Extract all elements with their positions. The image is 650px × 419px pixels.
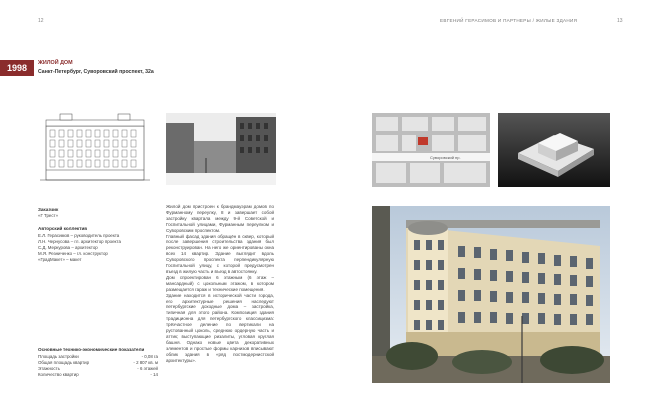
location-map xyxy=(372,113,490,187)
stats-value: - 14 xyxy=(150,372,158,377)
stats-value: - 6 этажей xyxy=(137,366,158,371)
description-paragraph: Жилой дом пристроен к брандмауэрам домов по Фурманному переулку, 8 и завершает собой застройку квартала между 9-й Советской и Госпитальной улицами, Фурманным переулком и Суворовским проспектом. xyxy=(166,204,274,233)
stats-heading: Основные технико-экономические показатели xyxy=(38,347,145,352)
description-paragraph: Главный фасад здания обращён в сквер, который после завершения строительства здания был реконструирован. На него же ориентированы окна всех 14 квартир. Здание выглядит вдоль Суворовского проспекта перпендикулярную Госпитальной улицу, с которой предусмотрен въезд в жилую часть и въезд в автостоянку. xyxy=(166,233,274,274)
year-badge: 1998 xyxy=(0,60,34,76)
stats-label: Этажность xyxy=(38,366,60,371)
project-address: Санкт-Петербург, Суворовский проспект, 32а xyxy=(38,69,154,75)
svg-text:Суворовский пр.: Суворовский пр. xyxy=(430,155,461,160)
author-line: Л.Н. Чернусова – гл. архитектор проекта xyxy=(38,239,121,244)
stats-label: Общая площадь квартир xyxy=(38,360,90,365)
author-line: С.Д. Меркурова – архитектор xyxy=(38,245,98,250)
stats-value: - 2 807 кв. м xyxy=(133,360,158,365)
page-number-right: 13 xyxy=(617,18,623,24)
elevation-drawing xyxy=(40,112,150,184)
page-number-left: 12 xyxy=(38,18,44,24)
authors-list xyxy=(38,233,121,263)
project-title: ЖИЛОЙ ДОМ xyxy=(38,60,73,66)
site-photo-before xyxy=(166,113,276,185)
client-heading: Заказчик xyxy=(38,207,59,212)
author-line: Е.Л. Герасимов – руководитель проекта xyxy=(38,233,120,238)
stats-label: Площадь застройки xyxy=(38,354,79,359)
stats-value: - 0,08 га xyxy=(141,354,158,359)
building-photo xyxy=(372,206,610,383)
author-line: «ГрадМакет» – макет xyxy=(38,257,82,262)
author-line: М.Я. Резниченко – гл. конструктор xyxy=(38,251,108,256)
stats-table xyxy=(38,354,158,378)
stats-label: Количество квартир xyxy=(38,372,79,377)
running-title: ЕВГЕНИЙ ГЕРАСИМОВ И ПАРТНЕРЫ / ЖИЛЫЕ ЗДАНИЯ xyxy=(440,18,578,23)
description-paragraph: Здание находится в исторической части города, его архитектурные решения наследуют петербургские доходные дома – застройка, типичная для этого района. Композиция здания традиционна для петербургского классицизма: трёхчастное деление по вертикали на рустованный цоколь, среднюю ордерную часть и аттик; выступающие ризалиты, угловая круглая башня. Однако новые цвета декоративных элементов и простые формы карнизов вписывают облик здания в «ряд постмодернистской архитектуры». xyxy=(166,292,274,363)
stats-row xyxy=(38,372,158,378)
client-name: «Г Трест» xyxy=(38,213,59,218)
authors-heading: Авторский коллектив xyxy=(38,226,88,231)
model-photo xyxy=(498,113,610,187)
description-paragraph: Дом спроектирован 6 этажным (6 этаж – мансардный) с цокольным этажом, в котором размещается гараж и технические помещения. xyxy=(166,274,274,292)
description-text xyxy=(166,204,274,363)
